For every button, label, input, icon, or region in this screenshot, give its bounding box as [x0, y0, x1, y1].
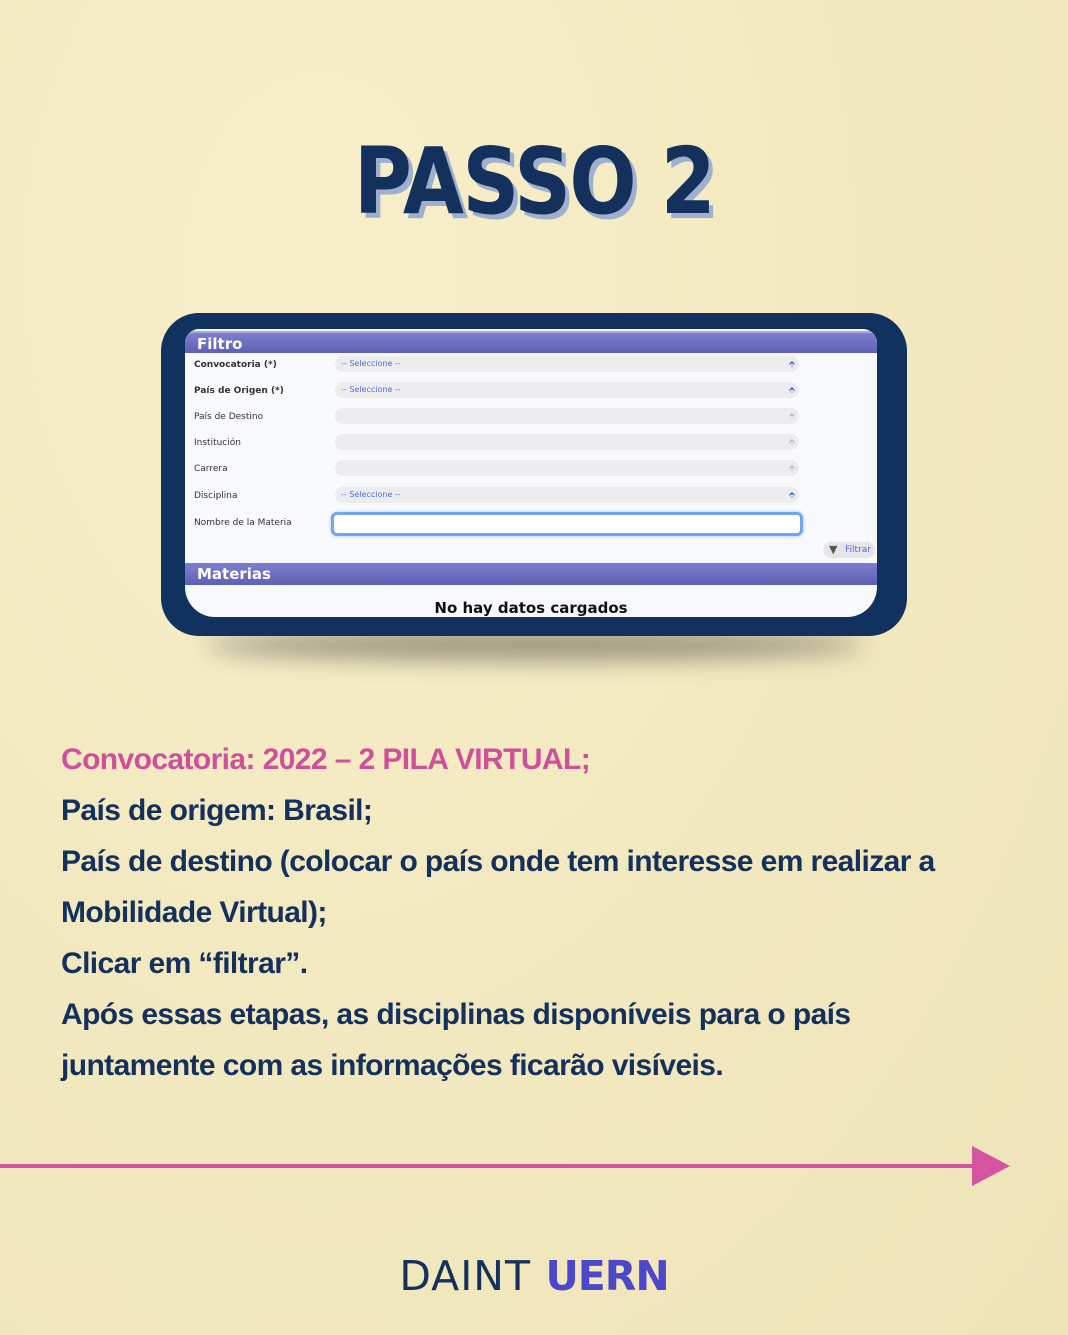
page-title: PASSO 2 — [353, 128, 715, 235]
select-arrows-icon: ⬘ — [788, 359, 795, 368]
nombre-materia-input[interactable] — [331, 512, 803, 536]
select-arrows-icon: ⬘ — [788, 463, 795, 472]
select-arrows-icon: ⬘ — [788, 411, 795, 420]
empty-message: No hay datos cargados — [434, 599, 628, 617]
carrera-label: Carrera — [194, 464, 228, 474]
institucion-label: Institución — [194, 438, 241, 448]
disciplina-select-value: -- Seleccione -- — [341, 490, 401, 499]
pais-origen-select-value: -- Seleccione -- — [341, 385, 401, 394]
convocatoria-label: Convocatoria (*) — [194, 360, 277, 370]
instruction-apos: Após essas etapas, as disciplinas disponíveis para o país — [61, 998, 851, 1031]
filtrar-label: Filtrar — [845, 545, 871, 555]
convocatoria-select[interactable] — [335, 356, 799, 372]
instruction-clicar: Clicar em “filtrar”. — [61, 947, 308, 980]
nombre-materia-label: Nombre de la Materia — [194, 518, 292, 528]
field-carrera — [185, 457, 877, 483]
instruction-pais-origem: País de origem: Brasil; — [61, 794, 373, 827]
instruction-convocatoria: Convocatoria: 2022 – 2 PILA VIRTUAL; — [61, 743, 591, 776]
filter-form-screenshot — [185, 329, 877, 617]
pais-destino-label: País de Destino — [194, 412, 264, 422]
daint-logo-text: DAINT — [399, 1252, 532, 1300]
instruction-pais-destino: País de destino (colocar o país onde tem interesse em realizar a — [61, 845, 935, 878]
disciplina-select[interactable] — [335, 487, 799, 503]
convocatoria-select-value: -- Seleccione -- — [341, 359, 401, 368]
field-pais-origen — [185, 379, 877, 405]
pais-origen-select[interactable] — [335, 382, 799, 398]
uern-logo-text: UERN — [545, 1252, 669, 1300]
instructions — [61, 734, 1021, 1091]
instruction-pais-destino-cont: Mobilidade Virtual); — [61, 896, 327, 929]
filter-funnel-icon: ▼ — [829, 543, 838, 556]
field-institucion — [185, 431, 877, 457]
select-arrows-icon: ⬘ — [788, 385, 795, 394]
pais-destino-select[interactable] — [335, 408, 799, 424]
footer-logo — [0, 1252, 1068, 1300]
materias-header: Materias — [185, 563, 877, 585]
filtro-header: Filtro — [185, 331, 877, 353]
next-arrow-line — [0, 1164, 980, 1168]
pais-origen-label: País de Origen (*) — [194, 386, 284, 396]
filtrar-button[interactable] — [823, 542, 875, 558]
field-pais-destino — [185, 405, 877, 431]
field-convocatoria — [185, 353, 877, 379]
instruction-apos-cont: juntamente com as informações ficarão visíveis. — [61, 1049, 724, 1082]
select-arrows-icon: ⬘ — [788, 490, 795, 499]
disciplina-label: Disciplina — [194, 491, 238, 501]
next-arrow-icon — [972, 1146, 1010, 1186]
field-disciplina — [185, 484, 877, 510]
institucion-select[interactable] — [335, 434, 799, 450]
carrera-select[interactable] — [335, 460, 799, 476]
select-arrows-icon: ⬘ — [788, 437, 795, 446]
